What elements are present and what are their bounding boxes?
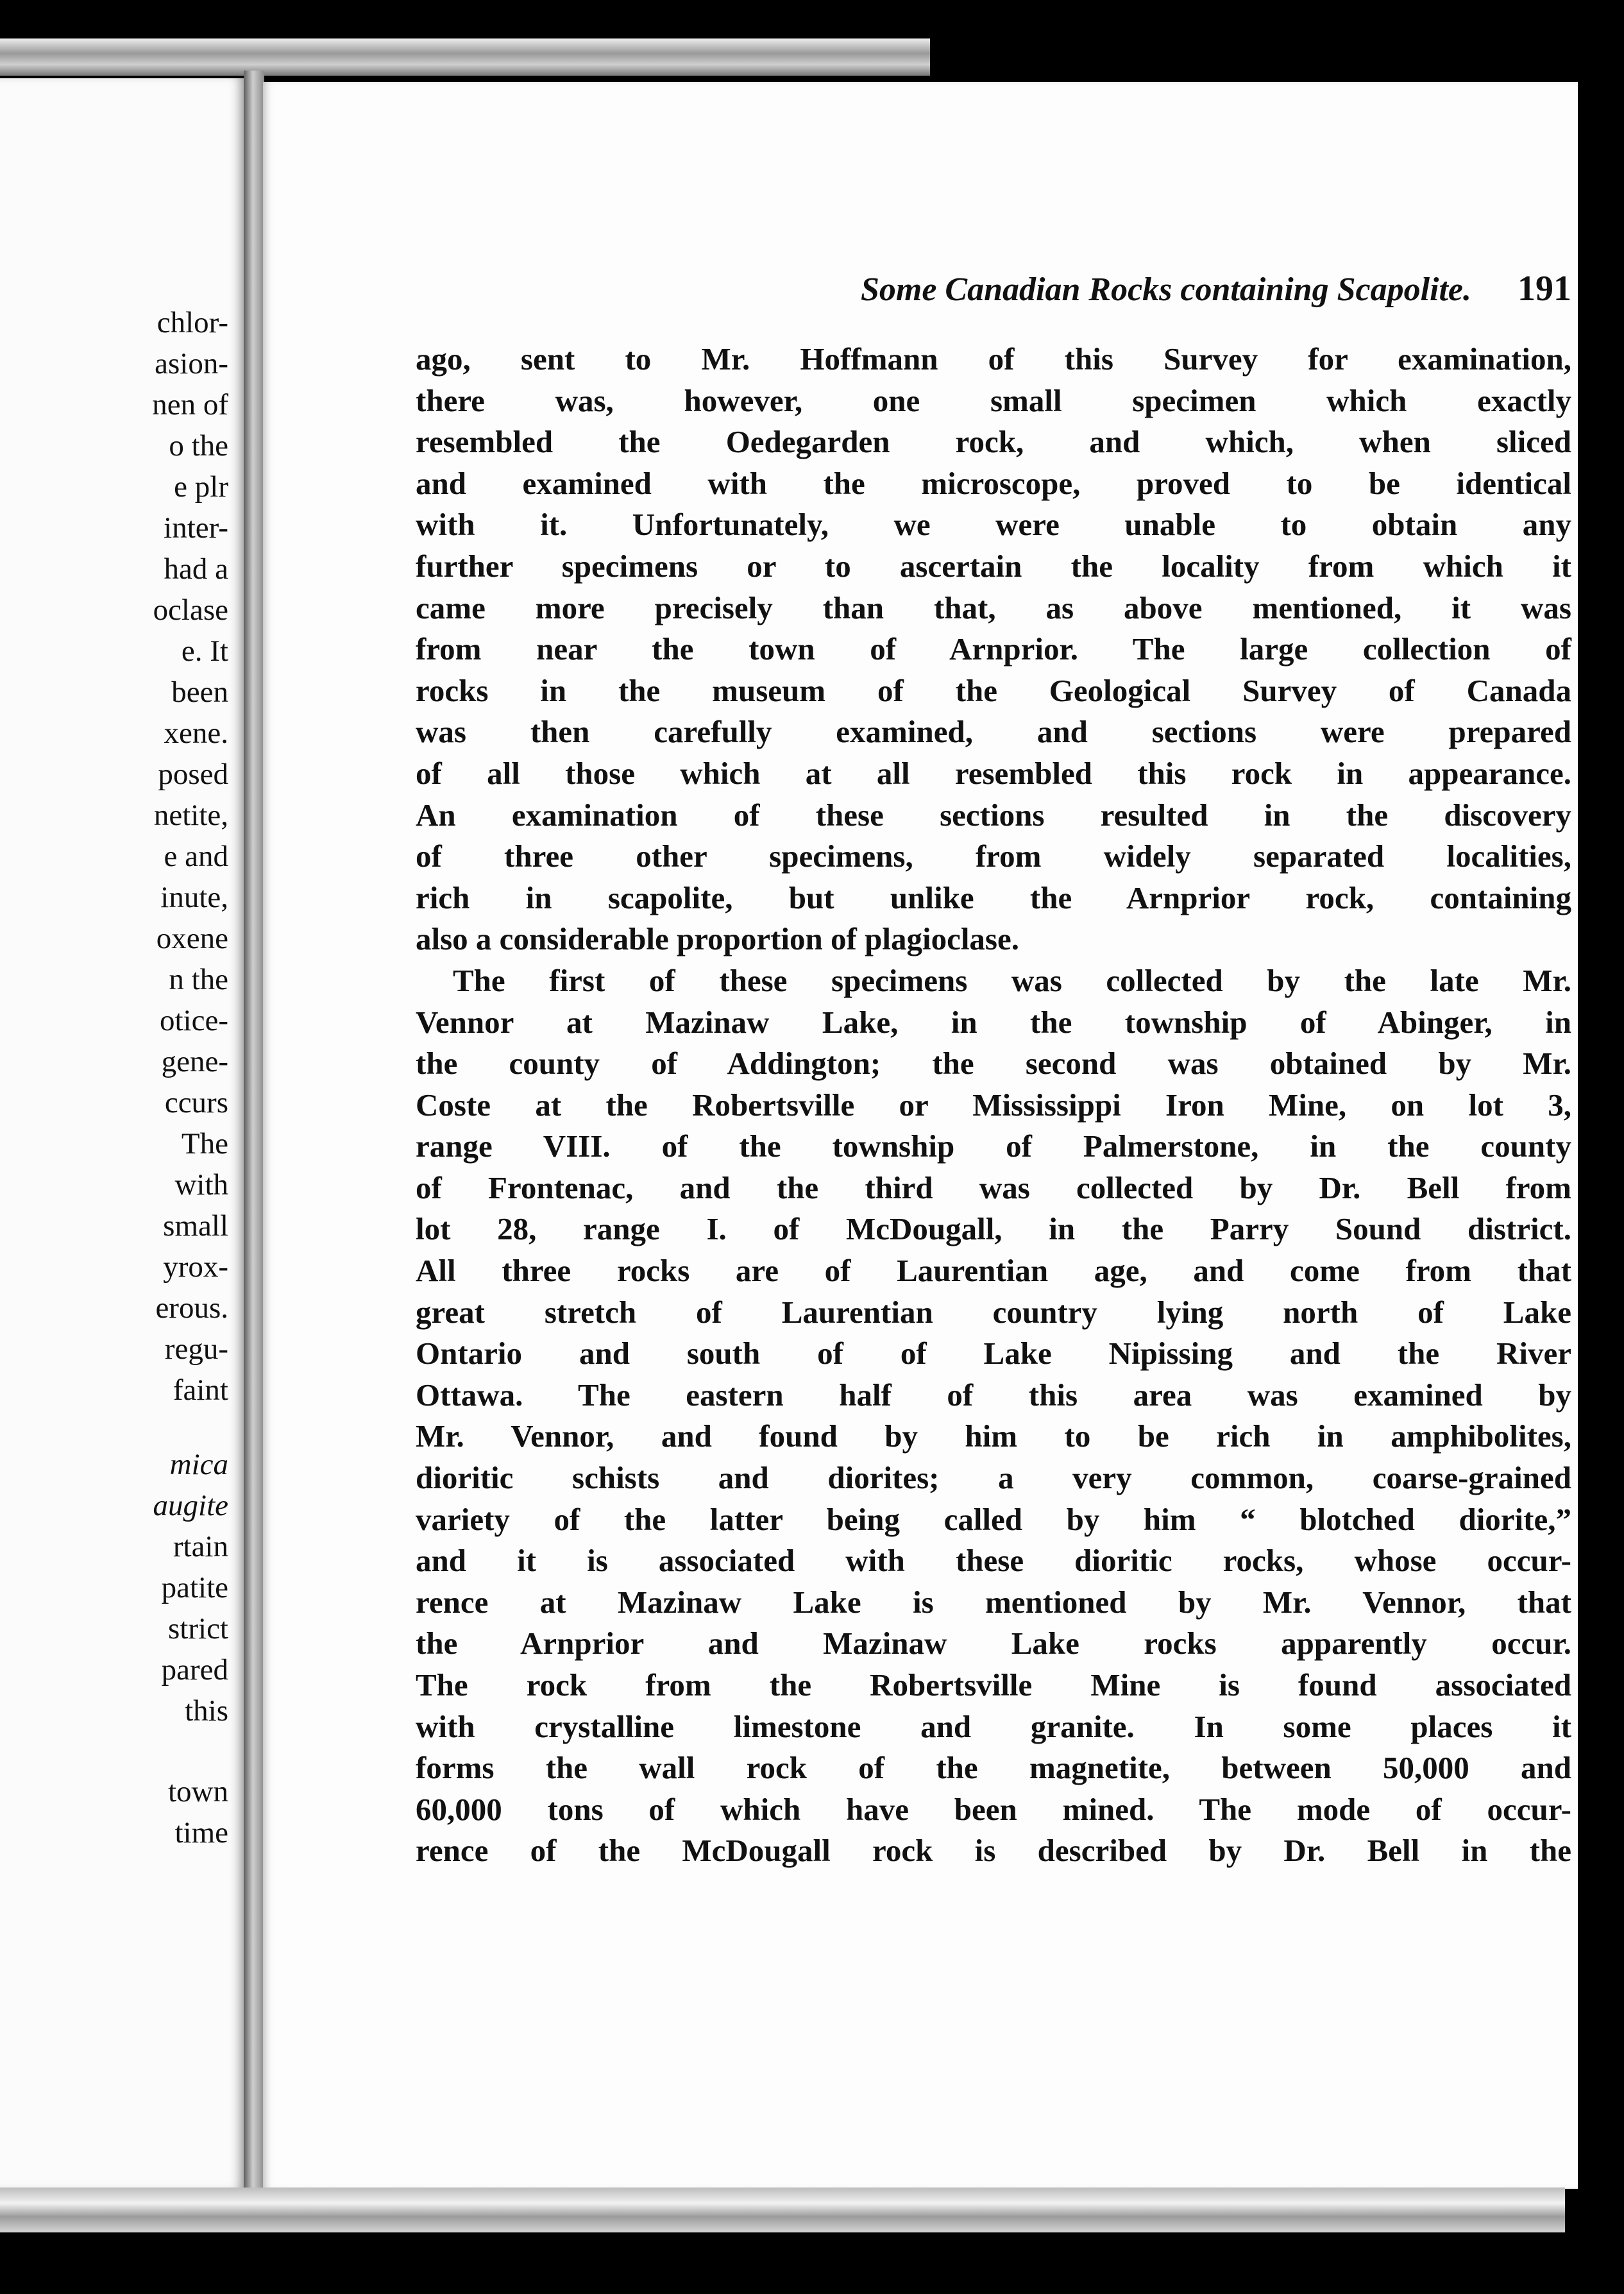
left-text-fragment: small xyxy=(163,1209,228,1243)
left-text-fragment: posed xyxy=(158,758,228,791)
left-text-fragment: asion- xyxy=(155,347,228,380)
text-line: there was, however, one small specimen which exactly xyxy=(416,382,1571,418)
left-text-fragment: o the xyxy=(169,429,228,463)
left-text-fragment: oxene xyxy=(156,922,228,955)
left-text-fragment: The xyxy=(181,1127,228,1160)
text-line: rocks in the museum of the Geological Survey of Canada xyxy=(416,672,1571,708)
text-line: ago, sent to Mr. Hoffmann of this Survey for examination, xyxy=(416,341,1571,377)
left-text-fragment: e plr xyxy=(174,470,228,504)
left-text-fragment: nen of xyxy=(152,388,228,421)
left-text-fragment: town xyxy=(168,1775,228,1808)
text-line: rence of the McDougall rock is described by Dr. Bell in the xyxy=(416,1833,1571,1869)
text-line: The rock from the Robertsville Mine is found associated xyxy=(416,1667,1571,1703)
left-text-fragment: inter- xyxy=(164,511,228,545)
left-text-fragment: rtain xyxy=(173,1530,228,1563)
text-line: with crystalline limestone and granite. In some places it xyxy=(416,1708,1571,1744)
text-line: the county of Addington; the second was obtained by Mr. xyxy=(416,1046,1571,1082)
left-text-fragment: been xyxy=(171,675,228,709)
text-line: of Frontenac, and the third was collected by Dr. Bell from xyxy=(416,1169,1571,1205)
left-text-fragment: e. It xyxy=(181,634,228,668)
left-text-fragment: strict xyxy=(168,1612,228,1645)
body-text xyxy=(416,339,1571,1872)
text-line: Ottawa. The eastern half of this area was examined by xyxy=(416,1377,1571,1413)
left-text-fragment: with xyxy=(174,1168,228,1202)
text-line: dioritic schists and diorites; a very common, coarse-grained xyxy=(416,1460,1571,1496)
text-line: also a considerable proportion of plagioclase. xyxy=(416,921,1020,957)
text-line: rence at Mazinaw Lake is mentioned by Mr. Vennor, that xyxy=(416,1584,1571,1620)
text-line: and examined with the microscope, proved to be identical xyxy=(416,465,1571,501)
left-text-fragment: regu- xyxy=(164,1332,228,1366)
left-text-fragment: netite, xyxy=(153,799,228,832)
text-line: Coste at the Robertsville or Mississippi Iron Mine, on lot 3, xyxy=(416,1087,1571,1123)
binding-strip-bottom xyxy=(0,2188,1565,2232)
left-text-fragment: otice- xyxy=(160,1004,228,1037)
left-text-fragment: mica xyxy=(169,1448,228,1481)
left-text-fragment: this xyxy=(185,1694,228,1728)
paragraph-start-line: The first of these specimens was collected by the late Mr. xyxy=(453,962,1571,998)
binding-strip-top xyxy=(0,38,930,76)
book-page xyxy=(263,82,1578,2189)
left-text-fragment: oclase xyxy=(153,593,228,627)
running-title: Some Canadian Rocks containing Scapolite. xyxy=(860,271,1471,308)
running-head xyxy=(520,268,1571,309)
previous-page-fragment xyxy=(0,78,244,2189)
left-text-fragment: inute, xyxy=(160,881,228,914)
left-text-fragment: time xyxy=(174,1816,228,1849)
left-text-fragment: augite xyxy=(153,1489,228,1522)
text-line: forms the wall rock of the magnetite, between 50,000 and xyxy=(416,1750,1571,1786)
left-text-fragment: xene. xyxy=(164,717,228,750)
text-line: All three rocks are of Laurentian age, and come from that xyxy=(416,1253,1571,1289)
left-text-fragment: e and xyxy=(164,840,228,873)
text-line: and it is associated with these dioritic rocks, whose occur- xyxy=(416,1543,1571,1579)
text-line: the Arnprior and Mazinaw Lake rocks apparently occur. xyxy=(416,1626,1571,1661)
text-line: Vennor at Mazinaw Lake, in the township of Abinger, in xyxy=(416,1004,1571,1040)
left-text-fragment: patite xyxy=(161,1571,228,1604)
text-line: resembled the Oedegarden rock, and which, when sliced xyxy=(416,424,1571,460)
left-text-fragment: had a xyxy=(164,552,228,586)
text-line: 60,000 tons of which have been mined. The mode of occur- xyxy=(416,1791,1571,1827)
text-line: from near the town of Arnprior. The large collection of xyxy=(416,631,1571,667)
page-number: 191 xyxy=(1518,269,1571,309)
text-line: great stretch of Laurentian country lying north of Lake xyxy=(416,1294,1571,1330)
text-line: further specimens or to ascertain the locality from which it xyxy=(416,548,1571,584)
text-line: with it. Unfortunately, we were unable to obtain any xyxy=(416,507,1571,543)
left-text-fragment: gene- xyxy=(161,1045,228,1078)
left-text-fragment: erous. xyxy=(155,1291,228,1325)
left-text-fragment: ccurs xyxy=(164,1086,228,1119)
text-line: of three other specimens, from widely separated localities, xyxy=(416,838,1571,874)
text-line: came more precisely than that, as above mentioned, it was xyxy=(416,590,1571,625)
text-line: Ontario and south of of Lake Nipissing and the River xyxy=(416,1336,1571,1372)
text-line: variety of the latter being called by him “ blotched diorite,” xyxy=(416,1501,1571,1537)
text-line: range VIII. of the township of Palmerstone, in the county xyxy=(416,1128,1571,1164)
text-line: An examination of these sections resulted in the discovery xyxy=(416,797,1571,833)
text-line: lot 28, range I. of McDougall, in the Parry Sound district. xyxy=(416,1211,1571,1247)
book-gutter xyxy=(244,71,264,2194)
text-line: was then carefully examined, and sections were prepared xyxy=(416,714,1571,750)
text-line: rich in scapolite, but unlike the Arnprior rock, containing xyxy=(416,879,1571,915)
left-text-fragment: n the xyxy=(169,963,228,996)
left-text-fragment: pared xyxy=(161,1653,228,1687)
text-line: of all those which at all resembled this rock in appearance. xyxy=(416,755,1571,791)
left-text-fragment: faint xyxy=(173,1373,228,1407)
left-text-fragment: yrox- xyxy=(163,1250,228,1284)
text-line: Mr. Vennor, and found by him to be rich in amphibolites, xyxy=(416,1418,1571,1454)
left-text-fragment: chlor- xyxy=(156,306,228,339)
